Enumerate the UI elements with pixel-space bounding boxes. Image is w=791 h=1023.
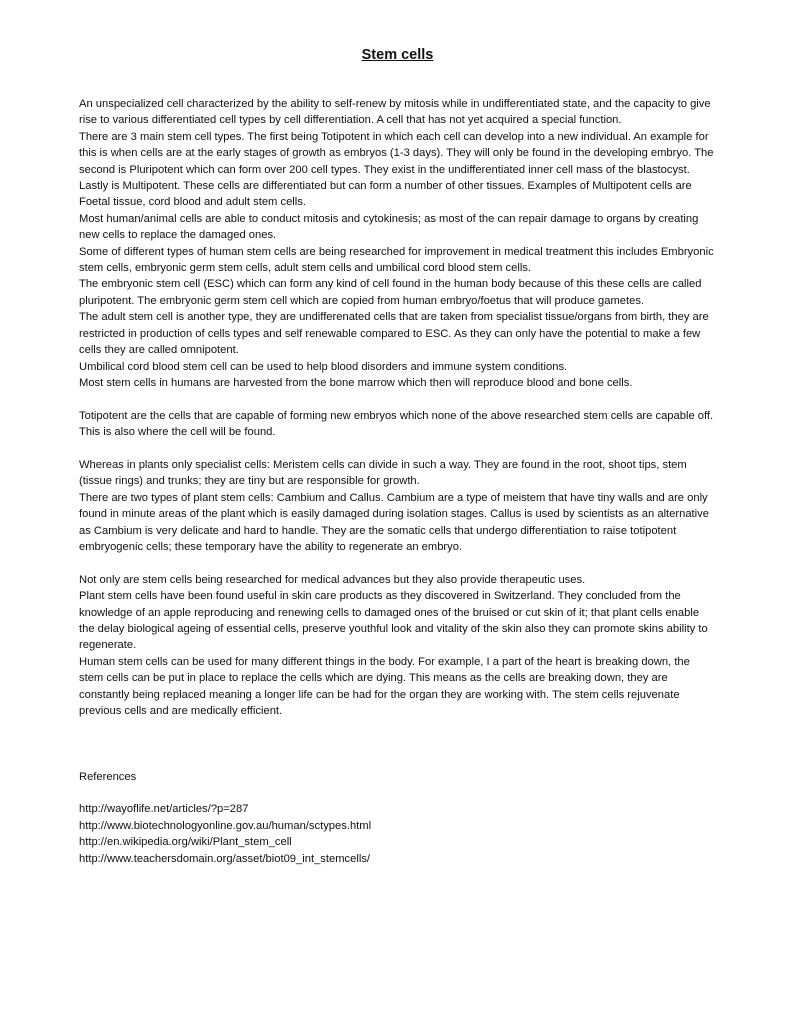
paragraph: Whereas in plants only specialist cells: Meristem cells can divide in such a way. They are found in the root, shoot tips, stem (tissue rings) and trunks; they are tiny but are responsible for growth.	[79, 458, 687, 488]
page-title: Stem cells	[361, 47, 434, 63]
section-totipotent	[79, 408, 716, 441]
paragraph: Umbilical cord blood stem cell can be used to help blood disorders and immune system conditions.	[79, 360, 568, 373]
reference-link: http://wayoflife.net/articles/?p=287	[79, 803, 249, 816]
paragraph: There are two types of plant stem cells: Cambium and Callus. Cambium are a type of meistem that have tiny walls and are only found in minute areas of the plant which is easily damaged during isolation stages. Callus is used by scientists as an alternative as Cambium is very delicate and hard to handle. They are the somatic cells that undergo differentiation to raise totipotent embryogenic cells; these temporary have the ability to regenerate an embryo.	[79, 491, 709, 553]
section-intro	[79, 96, 716, 391]
paragraph: Plant stem cells have been found useful in skin care products as they discovered in Switzerland. They concluded from the knowledge of an apple reproducing and renewing cells to damaged ones of the bruised or cut skin of it; that plant cells enable the delay biological ageing of essential cells, preserve youthful look and vitality of the skin also they can promote skins ability to regenerate.	[79, 590, 708, 652]
reference-link: http://www.biotechnologyonline.gov.au/human/sctypes.html	[79, 819, 372, 832]
paragraph: The embryonic stem cell (ESC) which can form any kind of cell found in the human body because of this these cells are called pluripotent. The embryonic germ stem cell which are copied from human embryo/foetus that will produce gametes.	[79, 278, 702, 307]
section-plant-cells	[79, 457, 716, 555]
paragraph: Human stem cells can be used for many different things in the body. For example, I a part of the heart is breaking down, the stem cells can be put in place to replace the cells which are dying. This means as the cells are breaking down, they are constantly being replaced meaning a longer life can be had for the organ they are working with. The stem cells rejuvenate previous cells and are medically efficient.	[79, 655, 690, 717]
reference-link: http://en.wikipedia.org/wiki/Plant_stem_cell	[79, 836, 292, 849]
spacer	[79, 736, 716, 769]
references-section	[79, 769, 716, 867]
paragraph: There are 3 main stem cell types. The first being Totipotent in which each cell can develop into a new individual. An example for this is when cells are at the early stages of growth as embryos (1-3 days). They will only be found in the developing embryo. The second is Pluripotent which can form over 200 cell types. They exist in the undifferentiated inner cell mass of the blastocyst. Lastly is Multipotent. These cells are differentiated but can form a number of other tissues. Examples of Multipotent cells are Foetal tissue, cord blood and adult stem cells.	[79, 130, 714, 209]
section-therapeutic-uses	[79, 572, 716, 720]
document-body	[79, 96, 716, 867]
paragraph: An unspecialized cell characterized by the ability to self-renew by mitosis while in undifferentiated state, and the capacity to give rise to various differentiated cell types by cell differentiation. A cell that has not yet acquired a special function.	[79, 98, 711, 127]
paragraph: Most human/animal cells are able to conduct mitosis and cytokinesis; as most of the can repair damage to organs by creating new cells to replace the damaged ones.	[79, 212, 699, 242]
paragraph: Most stem cells in humans are harvested from the bone marrow which then will reproduce blood and bone cells.	[79, 376, 633, 389]
reference-link: http://www.teachersdomain.org/asset/biot09_int_stemcells/	[79, 852, 371, 865]
paragraph: Some of different types of human stem cells are being researched for improvement in medical treatment this includes Embryonic stem cells, embryonic germ stem cells, adult stem cells and umbilical cord blood stem cells.	[79, 245, 714, 275]
paragraph: Totipotent are the cells that are capable of forming new embryos which none of the above researched stem cells are capable off. This is also where the cell will be found.	[79, 409, 714, 439]
references-heading: References	[79, 770, 137, 783]
paragraph: Not only are stem cells being researched for medical advances but they also provide therapeutic uses.	[79, 573, 586, 586]
paragraph: The adult stem cell is another type, they are undifferenated cells that are taken from specialist tissue/organs from birth, they are restricted in production of cells types and self renewable compared to ESC. As they can only have the potential to make a few cells they are called omnipotent.	[79, 311, 709, 357]
